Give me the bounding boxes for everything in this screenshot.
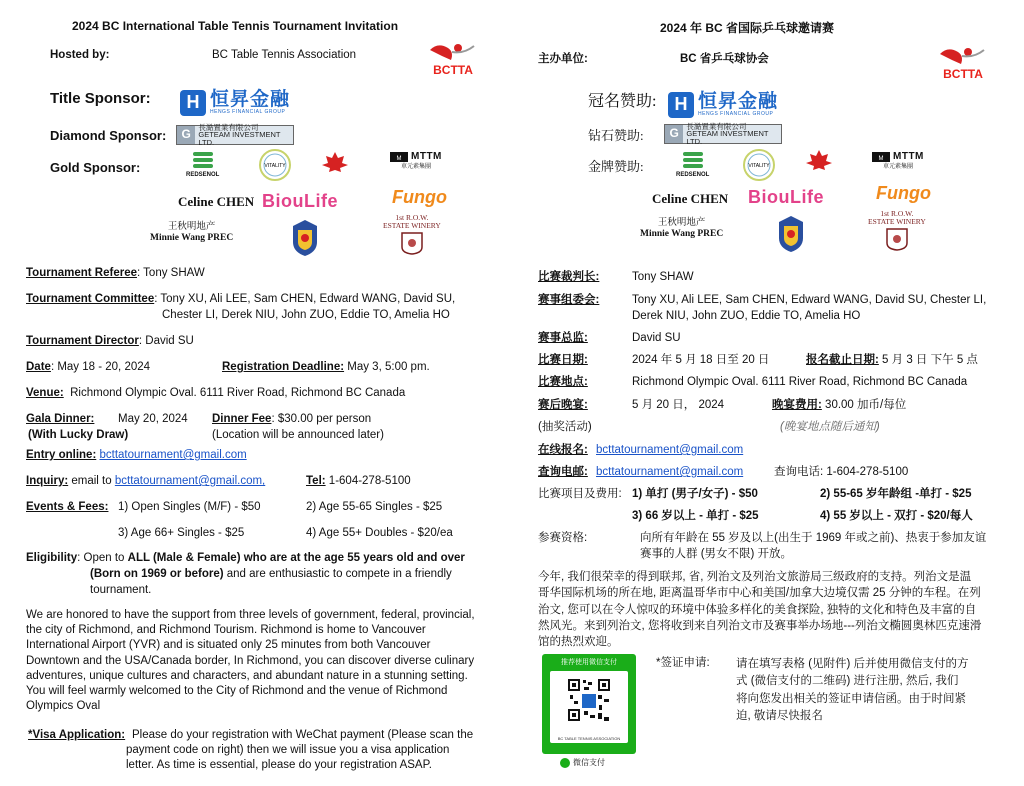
qr-code [550,671,628,743]
event-1-cn: 1) 单打 (男子/女子) - $50 [632,488,758,500]
visa-label: *Visa Application: [28,729,126,741]
hosted-by-label-cn: 主办单位: [538,53,588,65]
eligibility-row-3: tournament. [90,584,152,596]
hosted-by-value: BC Table Tennis Association [212,49,357,61]
entry-label-cn: 在线报名: [538,444,588,456]
events-label-cn: 比赛项目及费用: [538,488,622,500]
venue-label-cn: 比赛地点: [538,376,588,388]
title-sponsor-label: Title Sponsor: [50,90,151,107]
hengs-logo: H 恒昇金融 HENGS FINANCIAL GROUP [180,90,290,116]
maple-leaf-logo [320,150,350,181]
event-3-cn: 3) 66 岁以上 - 单打 - $25 [632,510,759,522]
events-label: Events & Fees: [26,501,109,513]
committee-label-cn: 赛事组委会: [538,294,600,306]
dinner-fee-row: Dinner Fee: $30.00 per person [212,413,372,425]
page-title-en: 2024 BC International Table Tennis Tournament Invitation [72,19,399,33]
celine-chen-sponsor-cn: Celine CHEN [652,191,729,206]
bctta-logo-text: BCTTA [433,63,473,77]
intro-paragraph-en: We are honored to have the support from three levels of government, federal, provincial, the city of Richmond, and Richmond Tourism. Richmond is home to Vancouver International Airport (YVR) and is situated only 25 minutes from both Vancouver Downtown and the USA/Canada border, In Richmond, you can discover diverse culinary adventures, unique cultures and characters, and abundant nature in a stunning setting. You will feel warmly welcomed to the City of Richmond and the venue of Richmond Olympics Oval [26,609,475,713]
wechat-pay-footer: 微信支付 [560,758,605,769]
deadline-row: Registration Deadline: May 3, 5:00 pm. [222,361,430,373]
celine-chen-sponsor: Celine CHEN [178,194,255,209]
gala-sub: (With Lucky Draw) [28,429,129,441]
bctta-logo [424,40,482,83]
diamond-sponsor-label-cn: 钻石赞助: [588,128,644,143]
hengs-icon: H [180,90,206,116]
eligibility-label-cn: 参赛资格: [538,532,588,544]
mttm-logo: M MTTM 車元素集團 [390,150,442,172]
venue-row: Venue: Richmond Olympic Oval. 6111 River Road, Richmond BC Canada [26,387,406,399]
inquiry-email-link-cn[interactable]: bcttatournament@gmail.com [596,466,744,478]
date-value-cn: 2024 年 5 月 18 日至 20 日 [632,354,770,366]
fungo-logo: Fungo [392,187,447,207]
gala-date: May 20, 2024 [118,413,188,425]
geteam-logo: G 長澔置業有限公司 GETEAM INVESTMENT LTD. [176,125,294,145]
svg-text:VITALITY: VITALITY [748,163,770,169]
committee-row-2: Chester LI, Derek NIU, John ZUO, Eddie TO, Amelia HO [162,309,450,321]
page-title-cn: 2024 年 BC 省国际乒乓球邀请赛 [660,21,835,35]
vitality-logo-cn [742,148,776,187]
referee-value-cn: Tony SHAW [632,271,694,283]
eligibility-row-2: (Born on 1969 or before) and are enthusiastic to compete in a friendly [90,568,452,580]
eligibility-cn-2: 赛事的人群 (男女不限) 开放。 [640,548,793,560]
hengs-logo-cn: H 恒昇金融 HENGS FINANCIAL GROUP [668,92,778,118]
visa-text-cn: 请在填写表格 (见附件) 后并使用微信支付的方 式 (微信支付的二维码) 进行注册, 然后, 我们 将向您发出相关的签证申请信函。由于时间紧 迫, 敬请尽快报名 [736,658,969,722]
qr-payee: BC TABLE TENNIS ASSOCIATION [557,735,621,741]
svg-text:BCTTA: BCTTA [943,67,983,81]
row-winery-logo-cn: 1st R.O.W. ESTATE WINERY [868,210,926,253]
row-winery-logo: 1st R.O.W. ESTATE WINERY [383,214,441,257]
crest-logo [290,218,320,263]
deadline-row-cn: 报名截止日期: 5 月 3 日 下午 5 点 [806,354,978,366]
svg-text:M: M [878,156,884,162]
inquiry-row: Inquiry: email to bcttatournament@gmail.com, [26,475,266,487]
entry-email-link-cn[interactable]: bcttatournament@gmail.com [596,444,744,456]
visa-label-cn: *签证申请: [656,657,710,669]
dinner-fee-sub: (Location will be announced later) [212,429,384,441]
event-1: 1) Open Singles (M/F) - $50 [118,501,261,513]
event-4-cn: 4) 55 岁以上 - 双打 - $20/每人 [820,510,973,522]
gala-sub-cn: (抽奖活动) [538,421,592,433]
inquiry-email-link[interactable]: bcttatournament@gmail.com, [114,475,266,487]
committee-row: Tournament Committee: Tony XU, Ali LEE, Sam CHEN, Edward WANG, David SU, [26,293,456,305]
event-2-cn: 2) 55-65 岁年龄组 -单打 - $25 [820,488,972,500]
director-row: Tournament Director: David SU [26,335,194,347]
event-3: 3) Age 66+ Singles - $25 [118,527,245,539]
qr-header: 推荐使用微信支付 [561,659,617,666]
intro-paragraph-cn: 今年, 我们很荣幸的得到联邦, 省, 列治文及列治文旅游局三级政府的支持。列治文是温 哥华国际机场的所在地, 距离温哥华市中心和美国/加拿大边境仅需 25 分钟的车程。在列 治文, 您可以在令人惊叹的环境中体验多样化的美食探险, 独特的文化和特色及丰富的自 然风光。来到列治文, 您将收到来自列治文市及赛事举办场地---列治文椭圆奥林匹克速滑 馆的热烈欢迎。 [538,571,982,649]
gala-value-cn: 5 月 20 日， 2024 [632,399,725,411]
hosted-by-label: Hosted by: [50,49,110,61]
visa-text: Please do your registration with WeChat payment (Please scan the payment code on right) then we will issue you a visa application letter. As time is essential, please do your registration ASAP. [126,729,474,772]
bioulife-logo: BiouLife [262,191,338,211]
tel-row: Tel: 1-604-278-5100 [306,475,411,487]
vitality-logo [258,148,292,187]
mttm-logo-cn: M MTTM 車元素集團 [872,150,924,172]
redsenol-logo: REDSENOL [186,150,219,180]
minnie-wang-sponsor: 王秋明地产 Minnie Wang PREC [150,222,234,244]
fungo-logo-cn: Fungo [876,183,931,203]
eligibility-cn: 向所有年龄在 55 岁及以上(出生于 1969 年或之前)、热衷于参加友谊 [640,532,987,544]
maple-leaf-logo-cn [804,148,834,179]
fee-sub-cn: (晚宴地点随后通知) [780,421,880,433]
geteam-icon: G [177,126,195,144]
date-label-cn: 比赛日期: [538,354,588,366]
gold-sponsor-label-cn: 金牌赞助: [588,159,644,174]
inquiry-label-cn: 查询电邮: [538,466,588,478]
wechat-pay-qr-card[interactable] [542,654,636,754]
committee-value-cn-2: Derek NIU, John ZUO, Eddie TO, Amelia HO [632,310,861,322]
gala-row: Gala Dinner: [26,413,95,425]
svg-text:VITALITY: VITALITY [264,163,286,169]
event-4: 4) Age 55+ Doubles - $20/ea [306,527,453,539]
redsenol-logo-cn: REDSENOL [676,150,709,180]
referee-row: Tournament Referee: Tony SHAW [26,267,205,279]
director-label-cn: 赛事总监: [538,332,588,344]
svg-text:M: M [396,156,402,162]
referee-label-cn: 比赛裁判长: [538,271,600,283]
eligibility-row: Eligibility: Open to ALL (Male & Female) who are at the age 55 years old and over [26,552,465,564]
bctta-logo-cn [934,44,992,87]
geteam-logo-cn: G 長澔置業有限公司 GETEAM INVESTMENT LTD. [664,124,782,144]
committee-value-cn: Tony XU, Ali LEE, Sam CHEN, Edward WANG, David SU, Chester LI, [632,294,987,306]
director-value-cn: David SU [632,332,681,344]
gala-label-cn: 赛后晚宴: [538,399,588,411]
wechat-pay-icon [560,758,570,768]
entry-row: Entry online: bcttatournament@gmail.com [26,449,247,461]
minnie-wang-sponsor-cn: 王秋明地产 Minnie Wang PREC [640,218,724,240]
event-2: 2) Age 55-65 Singles - $25 [306,501,443,513]
venue-value-cn: Richmond Olympic Oval. 6111 River Road, Richmond BC Canada [632,376,968,388]
tel-row-cn: 查询电话: 1-604-278-5100 [774,466,909,478]
title-sponsor-label-cn: 冠名赞助: [588,93,657,110]
date-row: Date: May 18 - 20, 2024 [26,361,151,373]
gold-sponsor-label: Gold Sponsor: [50,160,141,175]
hosted-by-value-cn: BC 省乒乓球协会 [680,53,769,65]
diamond-sponsor-label: Diamond Sponsor: [50,128,167,143]
bioulife-logo-cn: BiouLife [748,187,824,207]
fee-row-cn: 晚宴费用: 30.00 加币/每位 [772,399,907,411]
entry-email-link[interactable]: bcttatournament@gmail.com [99,449,247,461]
crest-logo-cn [776,214,806,259]
